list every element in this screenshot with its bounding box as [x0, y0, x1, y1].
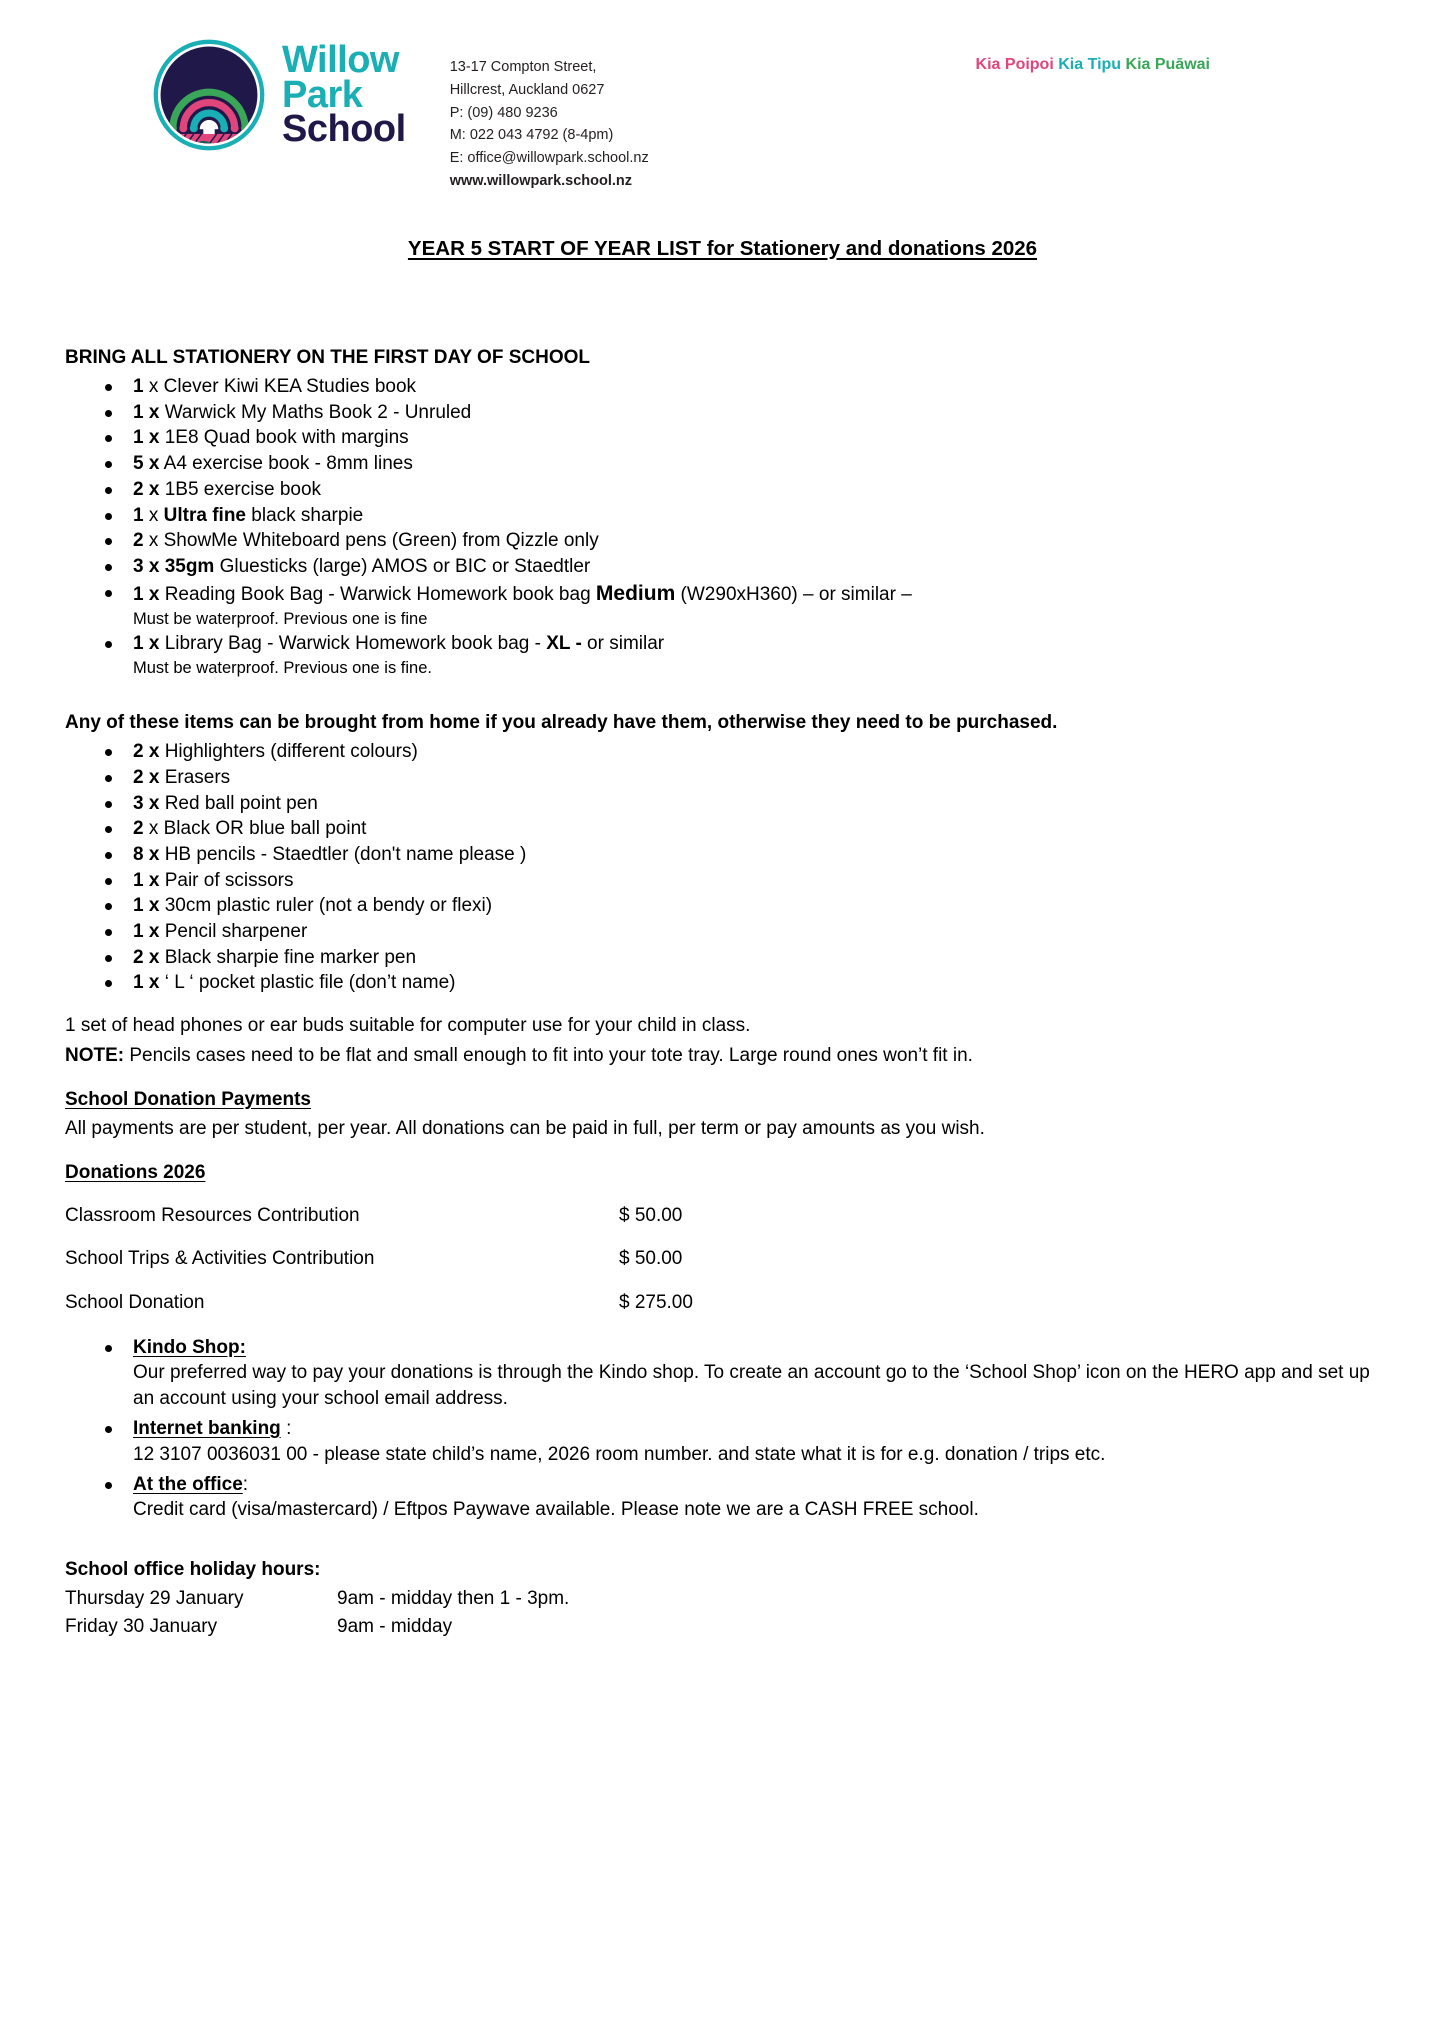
- donations-table: [65, 1194, 1385, 1325]
- school-tagline: [976, 38, 1210, 74]
- item-text: Reading Book Bag - Warwick Homework book bag: [159, 583, 596, 605]
- list-item: [65, 868, 1385, 893]
- office-hours-table: [65, 1585, 569, 1640]
- list-item: [65, 580, 1385, 631]
- item-text: Warwick My Maths Book 2 - Unruled: [159, 401, 472, 423]
- optional-items-heading: Any of these items can be brought from home if you already have them, otherwise they need to be purchased.: [65, 711, 1058, 733]
- item-text: Pencil sharpener: [159, 920, 308, 942]
- payment-method-name: Internet banking: [133, 1418, 281, 1439]
- payment-method-suffix: :: [242, 1473, 249, 1495]
- payment-method-name: Kindo Shop:: [133, 1336, 246, 1358]
- email-address: E: office@willowpark.school.nz: [449, 150, 649, 166]
- list-item: [65, 554, 1385, 579]
- list-item: [65, 631, 1385, 679]
- table-row: [65, 1281, 1385, 1325]
- list-item: [65, 791, 1385, 816]
- item-quantity: 1 x: [133, 895, 160, 917]
- stationery-heading: BRING ALL STATIONERY ON THE FIRST DAY OF SCHOOL: [65, 346, 590, 368]
- item-quantity: 3 x 35gm: [133, 555, 215, 577]
- donations-heading: Donations 2026: [65, 1161, 206, 1183]
- donation-amount: $ 50.00: [618, 1204, 683, 1226]
- item-quantity: 5 x: [133, 453, 160, 475]
- list-item: [65, 893, 1385, 918]
- payment-method-item: [65, 1335, 1385, 1412]
- list-item: [65, 842, 1385, 867]
- phone-number: P: (09) 480 9236: [449, 104, 558, 121]
- item-text: Library Bag - Warwick Homework book bag -: [159, 633, 547, 655]
- school-logo-block: [152, 38, 406, 152]
- item-sub-note: Must be waterproof. Previous one is fine: [133, 610, 428, 629]
- list-item: [65, 451, 1385, 476]
- table-row: [65, 1613, 569, 1641]
- note-text: Pencils cases need to be flat and small enough to fit into your tote tray. Large round ones won’t fit in.: [124, 1045, 973, 1067]
- school-wordmark: [282, 38, 406, 151]
- item-quantity: 1: [133, 504, 144, 526]
- address-line-1: 13-17 Compton Street,: [449, 59, 597, 75]
- donation-amount: $ 50.00: [618, 1248, 683, 1270]
- tagline-part-1: Kia Poipoi: [975, 56, 1054, 73]
- donation-amount: $ 275.00: [618, 1291, 693, 1313]
- payment-method-body: 12 3107 0036031 00 - please state child’s name, 2026 room number. and state what it is for e.g. donation / trips etc.: [133, 1443, 1106, 1465]
- school-contact-details: [450, 38, 649, 193]
- tagline-part-3: Kia Puāwai: [1125, 56, 1210, 73]
- list-item: [65, 503, 1385, 528]
- list-item: [65, 765, 1385, 790]
- item-text: Red ball point pen: [159, 792, 318, 814]
- item-quantity: 2 x: [133, 741, 160, 763]
- list-item: [65, 477, 1385, 502]
- donation-label: School Donation: [65, 1291, 205, 1313]
- list-item: [65, 528, 1385, 553]
- item-text-tail: (W290xH360) – or similar –: [675, 583, 912, 605]
- page-title-text: YEAR 5 START OF YEAR LIST for Stationery and donations 2026: [407, 236, 1038, 260]
- item-emphasis: Ultra fine: [163, 504, 246, 526]
- donation-label: Classroom Resources Contribution: [65, 1204, 360, 1226]
- logo-word-willow: Willow: [282, 38, 399, 81]
- item-text-tail: black sharpie: [246, 504, 364, 526]
- item-quantity: 2: [133, 818, 144, 840]
- stationery-list: [65, 374, 1385, 679]
- item-quantity: 1 x: [133, 401, 160, 423]
- item-quantity: 2 x: [133, 946, 160, 968]
- item-quantity: 8 x: [133, 843, 160, 865]
- item-text: Highlighters (different colours): [159, 741, 418, 763]
- payment-method-body: Our preferred way to pay your donations is through the Kindo shop. To create an account go to the ‘School Shop’ icon on the HERO app and set up an account using your school email address.: [133, 1362, 1370, 1410]
- item-text: A4 exercise book - 8mm lines: [159, 453, 413, 475]
- item-quantity: 2 x: [133, 766, 160, 788]
- item-quantity: 1: [133, 376, 144, 398]
- item-emphasis-large: Medium: [595, 581, 676, 605]
- headphones-note: 1 set of head phones or ear buds suitable for computer use for your child in class.: [65, 1015, 751, 1037]
- item-quantity: 2: [133, 530, 144, 552]
- pencil-case-note: [65, 1043, 1385, 1069]
- item-quantity: 3 x: [133, 792, 160, 814]
- item-text: x: [143, 504, 164, 526]
- item-text: HB pencils - Staedtler (don't name please ): [159, 843, 527, 865]
- document-header: [0, 0, 1445, 193]
- list-item: [65, 919, 1385, 944]
- item-text: Erasers: [159, 766, 231, 788]
- item-text: x Clever Kiwi KEA Studies book: [143, 376, 417, 398]
- payment-method-item: [65, 1416, 1385, 1468]
- item-text: x ShowMe Whiteboard pens (Green) from Qizzle only: [143, 530, 599, 552]
- website-url: www.willowpark.school.nz: [449, 172, 633, 189]
- office-hours-day: Friday 30 January: [65, 1615, 218, 1637]
- table-row: [65, 1585, 569, 1613]
- item-quantity: 2 x: [133, 478, 160, 500]
- payment-method-item: [65, 1472, 1385, 1524]
- item-quantity: 1 x: [133, 583, 160, 605]
- mobile-number: M: 022 043 4792 (8-4pm): [449, 127, 614, 144]
- item-emphasis: XL -: [546, 633, 582, 655]
- list-item: [65, 374, 1385, 399]
- item-text: 30cm plastic ruler (not a bendy or flexi): [159, 895, 493, 917]
- payment-method-name: At the office: [133, 1473, 243, 1495]
- item-text: x Black OR blue ball point: [143, 818, 367, 840]
- note-label: NOTE:: [65, 1045, 125, 1067]
- item-quantity: 1 x: [133, 972, 160, 994]
- item-text: Pair of scissors: [159, 869, 294, 891]
- item-text: ‘ L ‘ pocket plastic file (don’t name): [159, 972, 456, 994]
- payment-methods-list: [65, 1335, 1385, 1524]
- logo-word-park: Park: [282, 73, 363, 116]
- item-text: Black sharpie fine marker pen: [159, 946, 417, 968]
- table-row: [65, 1194, 1385, 1238]
- item-sub-note: Must be waterproof. Previous one is fine.: [133, 659, 432, 678]
- tagline-part-2: Kia Tipu: [1058, 56, 1122, 73]
- list-item: [65, 816, 1385, 841]
- list-item: [65, 739, 1385, 764]
- item-quantity: 1 x: [133, 869, 160, 891]
- item-text: 1B5 exercise book: [159, 478, 322, 500]
- list-item: [65, 970, 1385, 995]
- address-line-2: Hillcrest, Auckland 0627: [449, 81, 605, 98]
- item-quantity: 1 x: [133, 920, 160, 942]
- donation-payments-heading: School Donation Payments: [65, 1088, 311, 1110]
- donation-payments-description: All payments are per student, per year. All donations can be paid in full, per term or pay amounts as you wish.: [65, 1118, 985, 1140]
- payment-method-body: Credit card (visa/mastercard) / Eftpos Paywave available. Please note we are a CASH FREE school.: [133, 1499, 979, 1521]
- office-hours-day: Thursday 29 January: [65, 1587, 244, 1609]
- page-title: [0, 237, 1445, 263]
- list-item: [65, 425, 1385, 450]
- logo-word-school: School: [282, 108, 406, 151]
- optional-items-list: [65, 739, 1385, 995]
- list-item: [65, 945, 1385, 970]
- office-hours-time: 9am - midday then 1 - 3pm.: [337, 1587, 570, 1609]
- item-quantity: 1 x: [133, 427, 160, 449]
- table-row: [65, 1237, 1385, 1281]
- office-hours-heading: School office holiday hours:: [65, 1559, 321, 1581]
- payment-method-suffix: :: [280, 1418, 292, 1439]
- willow-park-logo-icon: [152, 38, 266, 152]
- item-text-tail: or similar: [581, 633, 665, 655]
- donation-label: School Trips & Activities Contribution: [65, 1248, 375, 1270]
- item-text: 1E8 Quad book with margins: [159, 427, 409, 449]
- item-text: Gluesticks (large) AMOS or BIC or Staedtler: [214, 555, 591, 577]
- item-quantity: 1 x: [133, 633, 160, 655]
- list-item: [65, 400, 1385, 425]
- office-hours-time: 9am - midday: [337, 1615, 453, 1637]
